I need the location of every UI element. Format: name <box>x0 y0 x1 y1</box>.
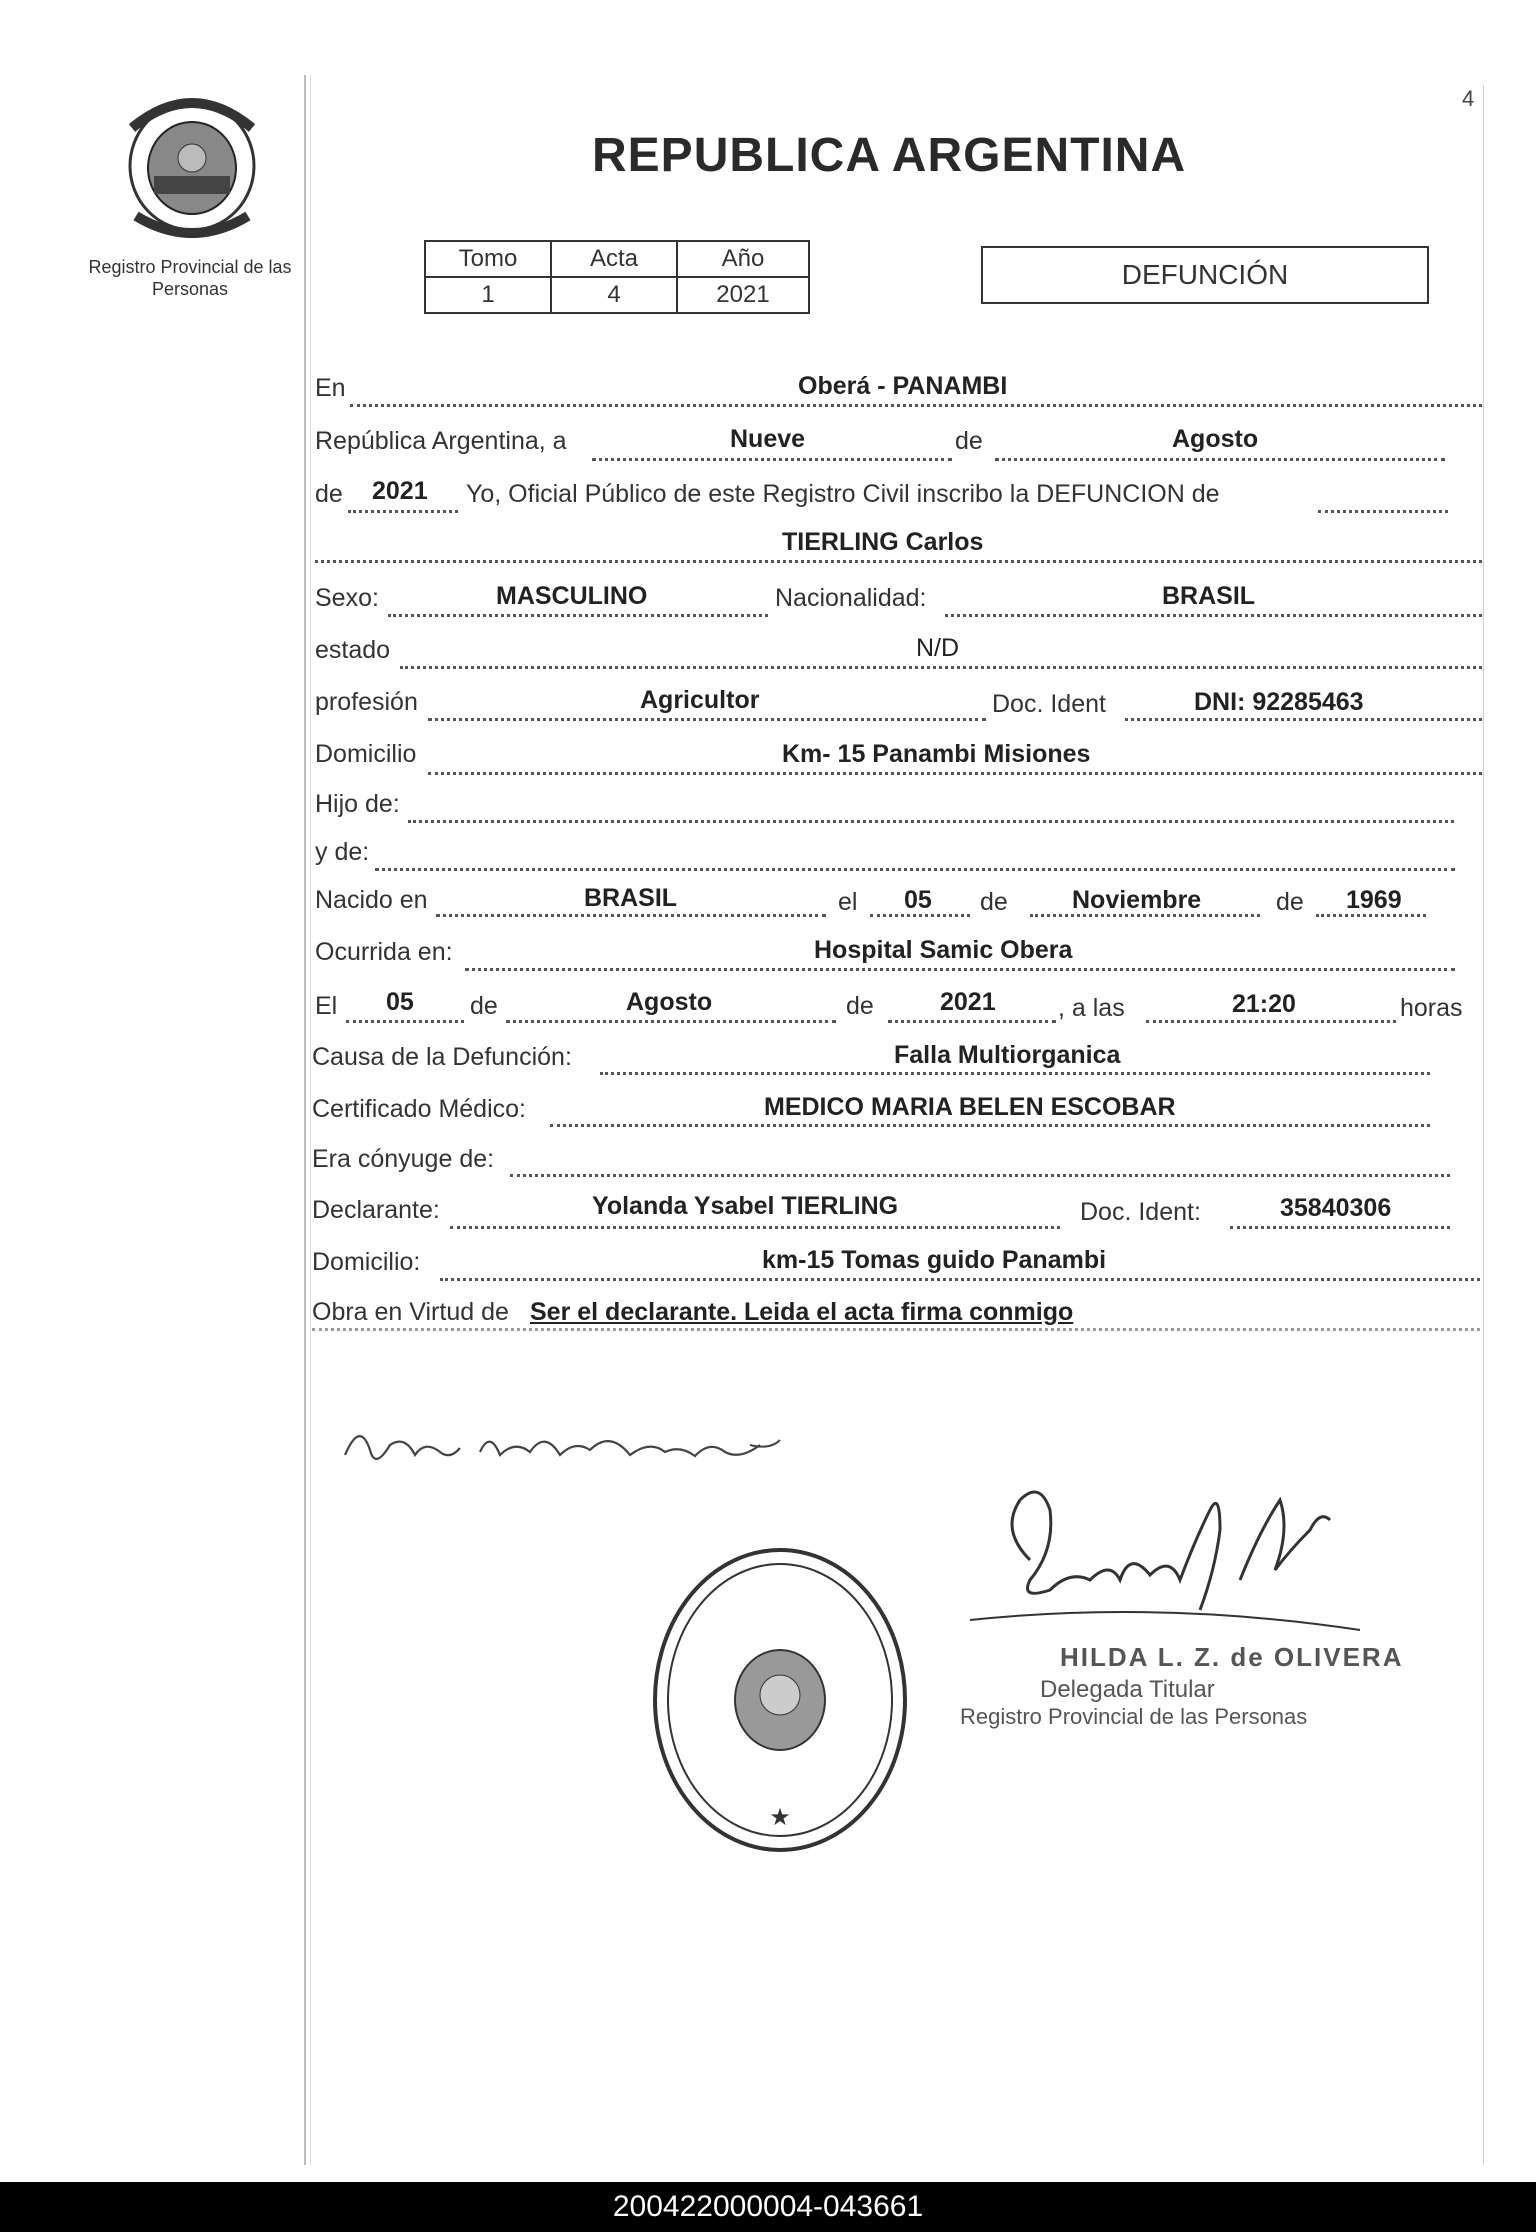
horas-label: horas <box>1400 994 1463 1022</box>
dots <box>388 614 768 617</box>
def-de2-label: de <box>846 992 874 1020</box>
nacionalidad-value: BRASIL <box>1162 582 1256 610</box>
nac-de2-label: de <box>1276 888 1304 916</box>
anio-value: 2021 <box>372 477 428 505</box>
header-tomo: Tomo <box>425 241 551 277</box>
dots <box>888 1020 1056 1023</box>
docident-value: DNI: 92285463 <box>1194 688 1364 716</box>
nacido-label: Nacido en <box>315 886 428 914</box>
ocurrida-value: Hospital Samic Obera <box>814 936 1073 964</box>
def-dia-value: 05 <box>386 988 414 1016</box>
decl-domicilio-label: Domicilio: <box>312 1248 421 1276</box>
official-org: Registro Provincial de las Personas <box>960 1704 1308 1729</box>
deceased-name: TIERLING Carlos <box>782 528 984 556</box>
official-stamp-icon <box>640 1540 920 1870</box>
page-number: 4 <box>1462 86 1475 111</box>
obra-label: Obra en Virtud de <box>312 1298 509 1326</box>
dots <box>1230 1226 1450 1229</box>
value-anio: 2021 <box>677 277 809 313</box>
dots <box>428 772 1482 775</box>
nac-mes-value: Noviembre <box>1072 886 1202 914</box>
nacionalidad-label: Nacionalidad: <box>775 584 927 612</box>
causa-value: Falla Multiorganica <box>894 1041 1121 1069</box>
inscription-text: Yo, Oficial Público de este Registro Civil inscribo la DEFUNCION de <box>466 480 1220 508</box>
dots <box>1318 510 1448 513</box>
en-label: En <box>315 374 346 402</box>
official-title: Delegada Titular <box>1040 1676 1215 1703</box>
obra-value: Ser el declarante. Leida el acta firma conmigo <box>530 1298 1074 1326</box>
footer-code: 200422000004-043661 <box>0 2182 1536 2232</box>
dots <box>450 1226 1060 1229</box>
record-table-values <box>425 277 809 313</box>
dots <box>312 1328 1480 1331</box>
yde-label: y de: <box>315 838 370 866</box>
certificado-label: Certificado Médico: <box>312 1095 526 1123</box>
page-title: REPUBLICA ARGENTINA <box>592 129 1187 182</box>
sexo-value: MASCULINO <box>496 582 648 610</box>
declarante-label: Declarante: <box>312 1196 440 1224</box>
header-anio: Año <box>677 241 809 277</box>
dots <box>995 458 1445 461</box>
dots <box>506 1020 836 1023</box>
declarant-signature-icon <box>330 1400 800 1490</box>
domicilio-label: Domicilio <box>315 740 417 768</box>
nac-dia-value: 05 <box>904 886 932 914</box>
certificado-value: MEDICO MARIA BELEN ESCOBAR <box>764 1093 1176 1121</box>
dots <box>465 968 1455 971</box>
dots <box>592 458 952 461</box>
decl-doc-label: Doc. Ident: <box>1080 1198 1201 1226</box>
dots <box>600 1072 1430 1075</box>
nacido-value: BRASIL <box>584 884 678 912</box>
en-value: Oberá - PANAMBI <box>798 372 1008 400</box>
dots <box>400 666 1482 669</box>
def-anio-value: 2021 <box>940 988 996 1016</box>
profesion-label: profesión <box>315 688 418 716</box>
left-margin-line <box>304 75 306 2165</box>
record-type-box: DEFUNCIÓN <box>981 246 1429 304</box>
dots <box>510 1174 1450 1177</box>
el2-label: El <box>315 992 338 1020</box>
el-label: el <box>838 888 858 916</box>
docident-label: Doc. Ident <box>992 690 1106 718</box>
province-seal-icon <box>118 88 266 238</box>
record-table-header <box>425 241 809 277</box>
dots <box>440 1278 1480 1281</box>
ocurrida-label: Ocurrida en: <box>315 938 453 966</box>
de-label: de <box>955 427 983 455</box>
dia-value: Nueve <box>730 425 806 453</box>
dots <box>550 1124 1430 1127</box>
left-margin-line-inner <box>310 75 311 2165</box>
hora-value: 21:20 <box>1232 990 1296 1018</box>
dots <box>346 1020 464 1023</box>
declarante-value: Yolanda Ysabel TIERLING <box>592 1192 899 1220</box>
sexo-label: Sexo: <box>315 584 379 612</box>
dots <box>350 404 1482 407</box>
svg-text:★: ★ <box>769 1804 791 1831</box>
header-acta: Acta <box>551 241 677 277</box>
dots <box>428 718 986 721</box>
registry-name: Registro Provincial de las Personas <box>88 257 292 299</box>
conyuge-label: Era cónyuge de: <box>312 1145 495 1173</box>
dots <box>945 614 1482 617</box>
estado-value: N/D <box>916 634 960 662</box>
dots <box>1146 1020 1396 1023</box>
estado-label: estado <box>315 636 391 664</box>
dots <box>1125 718 1482 721</box>
value-tomo: 1 <box>425 277 551 313</box>
profesion-value: Agricultor <box>640 686 760 714</box>
de2-label: de <box>315 480 343 508</box>
dots <box>436 914 826 917</box>
nac-anio-value: 1969 <box>1346 886 1402 914</box>
causa-label: Causa de la Defunción: <box>312 1043 572 1071</box>
official-name: HILDA L. Z. de OLIVERA <box>1060 1642 1404 1672</box>
def-mes-value: Agosto <box>626 988 713 1016</box>
decl-doc-value: 35840306 <box>1280 1194 1392 1222</box>
right-margin-line <box>1483 85 1484 2165</box>
dots <box>315 560 1482 563</box>
nac-de-label: de <box>980 888 1008 916</box>
alas-label: , a las <box>1058 994 1125 1022</box>
record-table <box>424 240 810 314</box>
registrar-signature-icon <box>960 1470 1380 1640</box>
hijo-label: Hijo de: <box>315 790 400 818</box>
republica-label: República Argentina, a <box>315 427 567 455</box>
dots <box>348 510 458 513</box>
decl-domicilio-value: km-15 Tomas guido Panambi <box>762 1246 1107 1274</box>
value-acta: 4 <box>551 277 677 313</box>
dots <box>375 868 1455 871</box>
mes-value: Agosto <box>1172 425 1259 453</box>
dots <box>408 820 1454 823</box>
domicilio-value: Km- 15 Panambi Misiones <box>782 740 1091 768</box>
def-de-label: de <box>470 992 498 1020</box>
